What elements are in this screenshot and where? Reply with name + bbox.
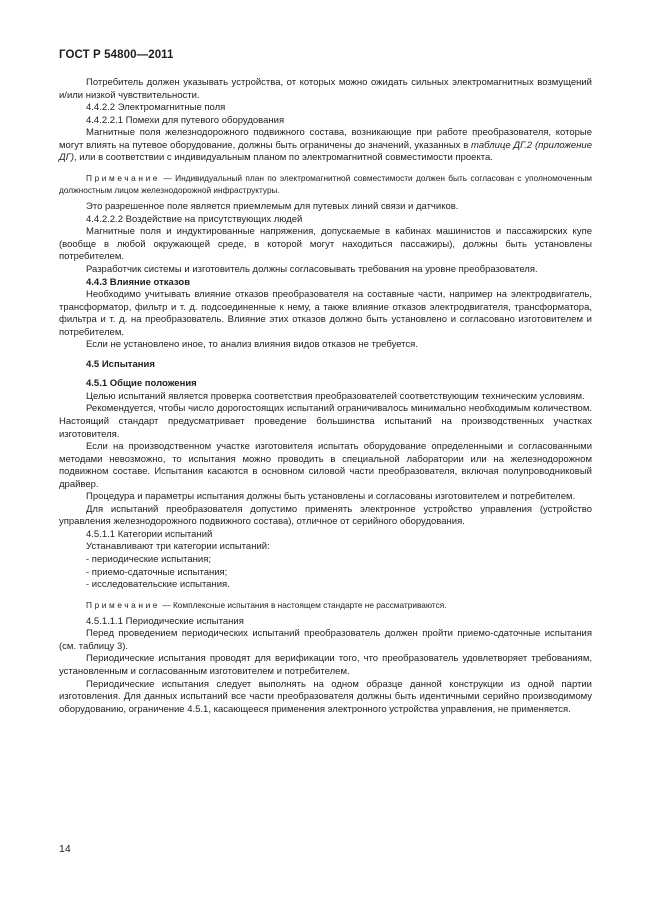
paragraph: Если на производственном участке изготовителя испытать оборудование определенными и согласованными методами невозможно, то испытания можно проводить в специальной лаборатории или на железнодорожном подвижном составе. Испытания касаются в основном силовой части преобразователя, включая полупроводниковый драйвер.: [59, 441, 592, 490]
list-item: - приемо-сдаточные испытания;: [86, 566, 228, 578]
paragraph: Целью испытаний является проверка соответствия преобразователей соответствующим техническим условиям.: [86, 390, 585, 402]
paragraph: [59, 127, 592, 165]
paragraph-text: Магнитные поля железнодорожного подвижного состава, возникающие при работе преобразователя, которые могут влиять на путевое оборудование, должны быть ограничены до значений, указанных в: [59, 127, 592, 151]
paragraph: Потребитель должен указывать устройства, от которых можно ожидать сильных электромагнитных возмущений и/или низкой чувствительности.: [59, 77, 592, 101]
paragraph: Устанавливают три категории испытаний:: [86, 541, 270, 553]
list-item: - исследовательские испытания.: [86, 579, 230, 591]
paragraph: Необходимо учитывать влияние отказов преобразователя на составные части, например на электродвигатель, трансформатор, фильтр и т. д. подсоединенные к нему, а также влияние отказов электродвигателя, трансформатора, фильтра и т. д. на преобразователь. Влияние этих отказов должно быть установлено и согласовано изготовителем и потребителем.: [59, 289, 592, 338]
note: [59, 599, 592, 611]
paragraph: Разработчик системы и изготовитель должны согласовывать требования на уровне преобразователя.: [86, 263, 538, 275]
section-heading: 4.5.1 Общие положения: [86, 378, 197, 390]
note-text: — Индивидуальный план по электромагнитной совместимости должен быть согласован с уполномоченным должностным лицом железнодорожной инфраструктуры.: [59, 172, 592, 196]
subsection-heading: 4.5.1.1 Категории испытаний: [86, 528, 213, 540]
paragraph: Перед проведением периодических испытаний преобразователь должен пройти приемо-сдаточные испытания (см. таблицу 3).: [59, 628, 592, 652]
section-heading: 4.4.3 Влияние отказов: [86, 276, 191, 288]
document-header: ГОСТ Р 54800—2011: [59, 49, 174, 61]
note-label: Примечание: [86, 172, 161, 183]
table-reference: таблице ДГ.2 (приложение ДГ): [59, 139, 592, 164]
paragraph: Для испытаний преобразователя допустимо применять электронное устройство управления (устройство управления железнодорожного подвижного состава), отличное от серийного оборудования.: [59, 503, 592, 528]
note-text: — Комплексные испытания в настоящем стандарте не рассматриваются.: [160, 599, 447, 610]
paragraph: Периодические испытания следует выполнять на одном образце данной конструкции из одной партии изготовления. Для данных испытаний все части преобразователя должны быть идентичными серийно производимому оборудованию, ограничение 4.5.1, касающееся применения электронного устройства управления, не применяется.: [59, 678, 592, 715]
paragraph: Периодические испытания проводят для верификации того, что преобразователь удовлетворяет требованиям, установленным и согласованным изготовителем и потребителем.: [59, 653, 592, 678]
subsection-heading: 4.5.1.1.1 Периодические испытания: [86, 615, 244, 627]
paragraph: Это разрешенное поле является приемлемым для путевых линий связи и датчиков.: [86, 201, 459, 213]
section-heading: 4.5 Испытания: [86, 358, 155, 370]
note: [59, 172, 592, 196]
page-number: 14: [59, 843, 71, 855]
paragraph: Процедура и параметры испытания должны быть установлены и согласованы изготовителем и потребителем.: [86, 491, 576, 503]
page-content: [59, 77, 592, 716]
subsection-heading: 4.4.2.2 Электромагнитные поля: [86, 102, 226, 114]
paragraph: Магнитные поля и индуктированные напряжения, допускаемые в кабинах машинистов и пассажирских купе (вообще в любой окружающей среде, в которой могут находиться пассажиры), должны быть установлены потребителем.: [59, 226, 592, 263]
note-label: Примечание: [86, 599, 161, 610]
paragraph: Если не установлено иное, то анализ влияния видов отказов не требуется.: [86, 339, 418, 351]
paragraph: Рекомендуется, чтобы число дорогостоящих испытаний ограничивалось минимально необходимым количеством. Настоящий стандарт предусматривает проведение большинства испытаний на производственных участках изготовителя.: [59, 403, 592, 440]
subsection-heading: 4.4.2.2.1 Помехи для путевого оборудования: [86, 114, 285, 126]
subsection-heading: 4.4.2.2.2 Воздействие на присутствующих людей: [86, 213, 303, 225]
paragraph-text: , или в соответствии с индивидуальным планом по электромагнитной совместимости проекта.: [74, 152, 493, 164]
list-item: - периодические испытания;: [86, 554, 212, 565]
